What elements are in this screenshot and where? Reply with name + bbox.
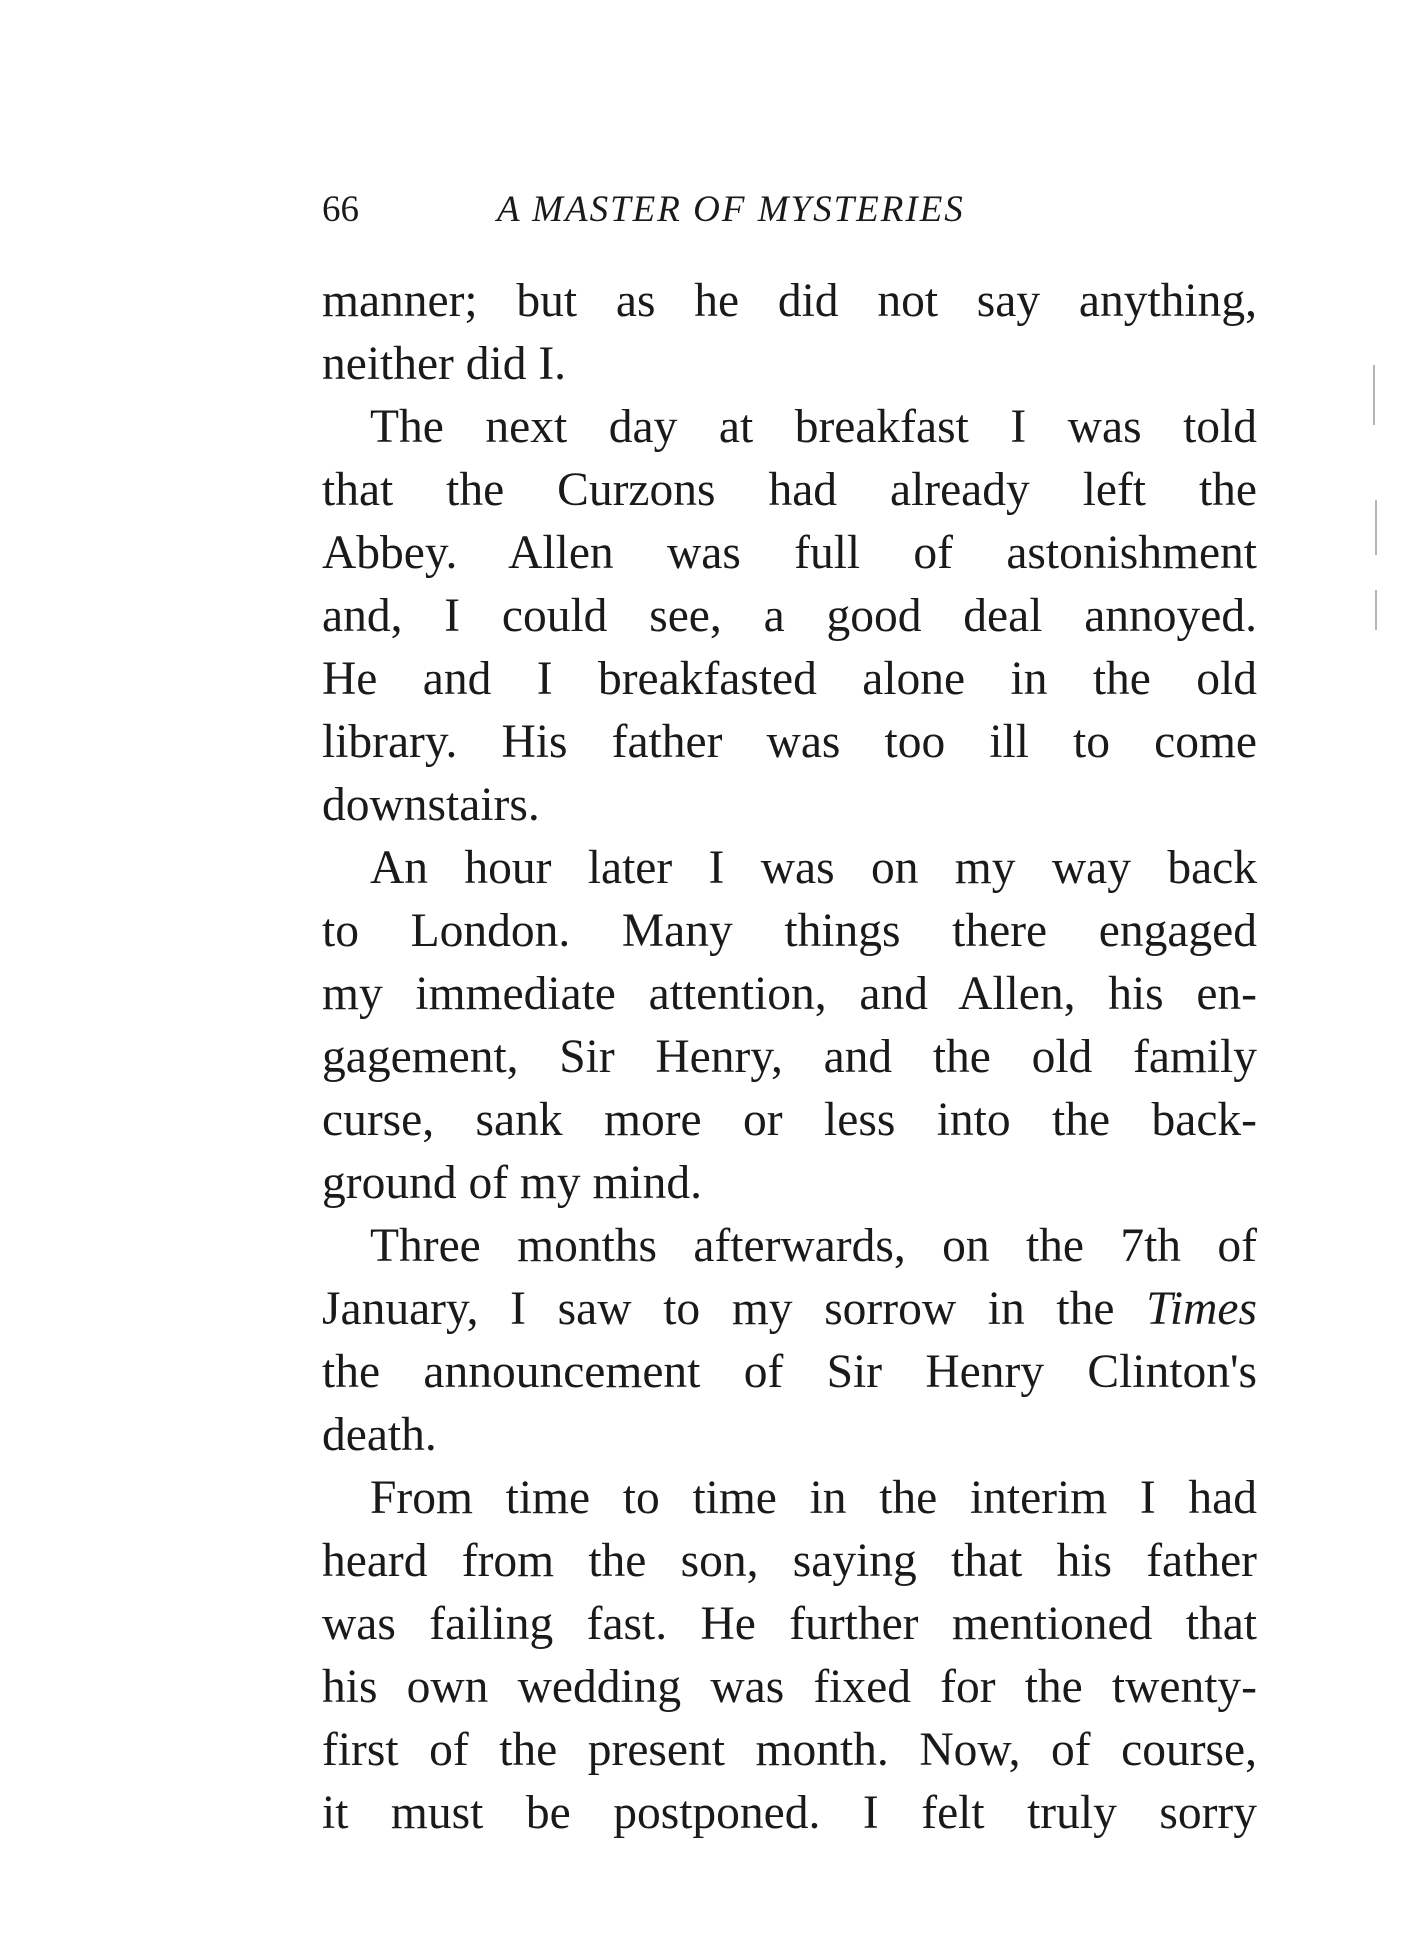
text-line: death. [322,1409,437,1461]
text-line: The next day at breakfast I was told [370,401,1257,453]
text-line: that the Curzons had already left the [322,464,1257,516]
scan-speck [1373,365,1375,425]
text-line: He and I breakfasted alone in the old [322,653,1257,705]
text-line: Three months afterwards, on the 7th of [370,1220,1257,1272]
text-line-part: January, I saw to my sorrow in the [322,1283,1147,1335]
text-line: his own wedding was fixed for the twenty- [322,1661,1257,1713]
text-line: downstairs. [322,779,540,831]
italic-word: Times [1146,1283,1257,1335]
text-line: curse, sank more or less into the back- [322,1094,1257,1146]
scan-speck [1375,500,1377,555]
scan-margin-specks [1363,0,1403,1946]
text-line: to London. Many things there engaged [322,905,1257,957]
text-line: heard from the son, saying that his father [322,1535,1257,1587]
text-line: and, I could see, a good deal annoyed. [322,590,1257,642]
text-line: my immediate attention, and Allen, his en- [322,968,1257,1020]
running-title: A MASTER OF MYSTERIES [497,189,965,230]
text-line: gagement, Sir Henry, and the old family [322,1031,1257,1083]
text-line: library. His father was too ill to come [322,716,1257,768]
text-line: neither did I. [322,338,567,390]
text-line: From time to time in the interim I had [370,1472,1257,1524]
text-line [322,1278,1257,1341]
scan-speck [1375,590,1377,630]
text-line: An hour later I was on my way back [370,842,1257,894]
text-line: Abbey. Allen was full of astonishment [322,527,1257,579]
text-line: was failing fast. He further mentioned that [322,1598,1257,1650]
text-line: the announcement of Sir Henry Clinton's [322,1346,1257,1398]
text-line: it must be postponed. I felt truly sorry [322,1787,1257,1839]
text-line: ground of my mind. [322,1157,702,1209]
page-header [322,185,1282,235]
text-line: manner; but as he did not say anything, [322,275,1257,327]
text-line: first of the present month. Now, of course, [322,1724,1257,1776]
body-text [322,270,1257,1845]
page-number: 66 [322,189,359,230]
